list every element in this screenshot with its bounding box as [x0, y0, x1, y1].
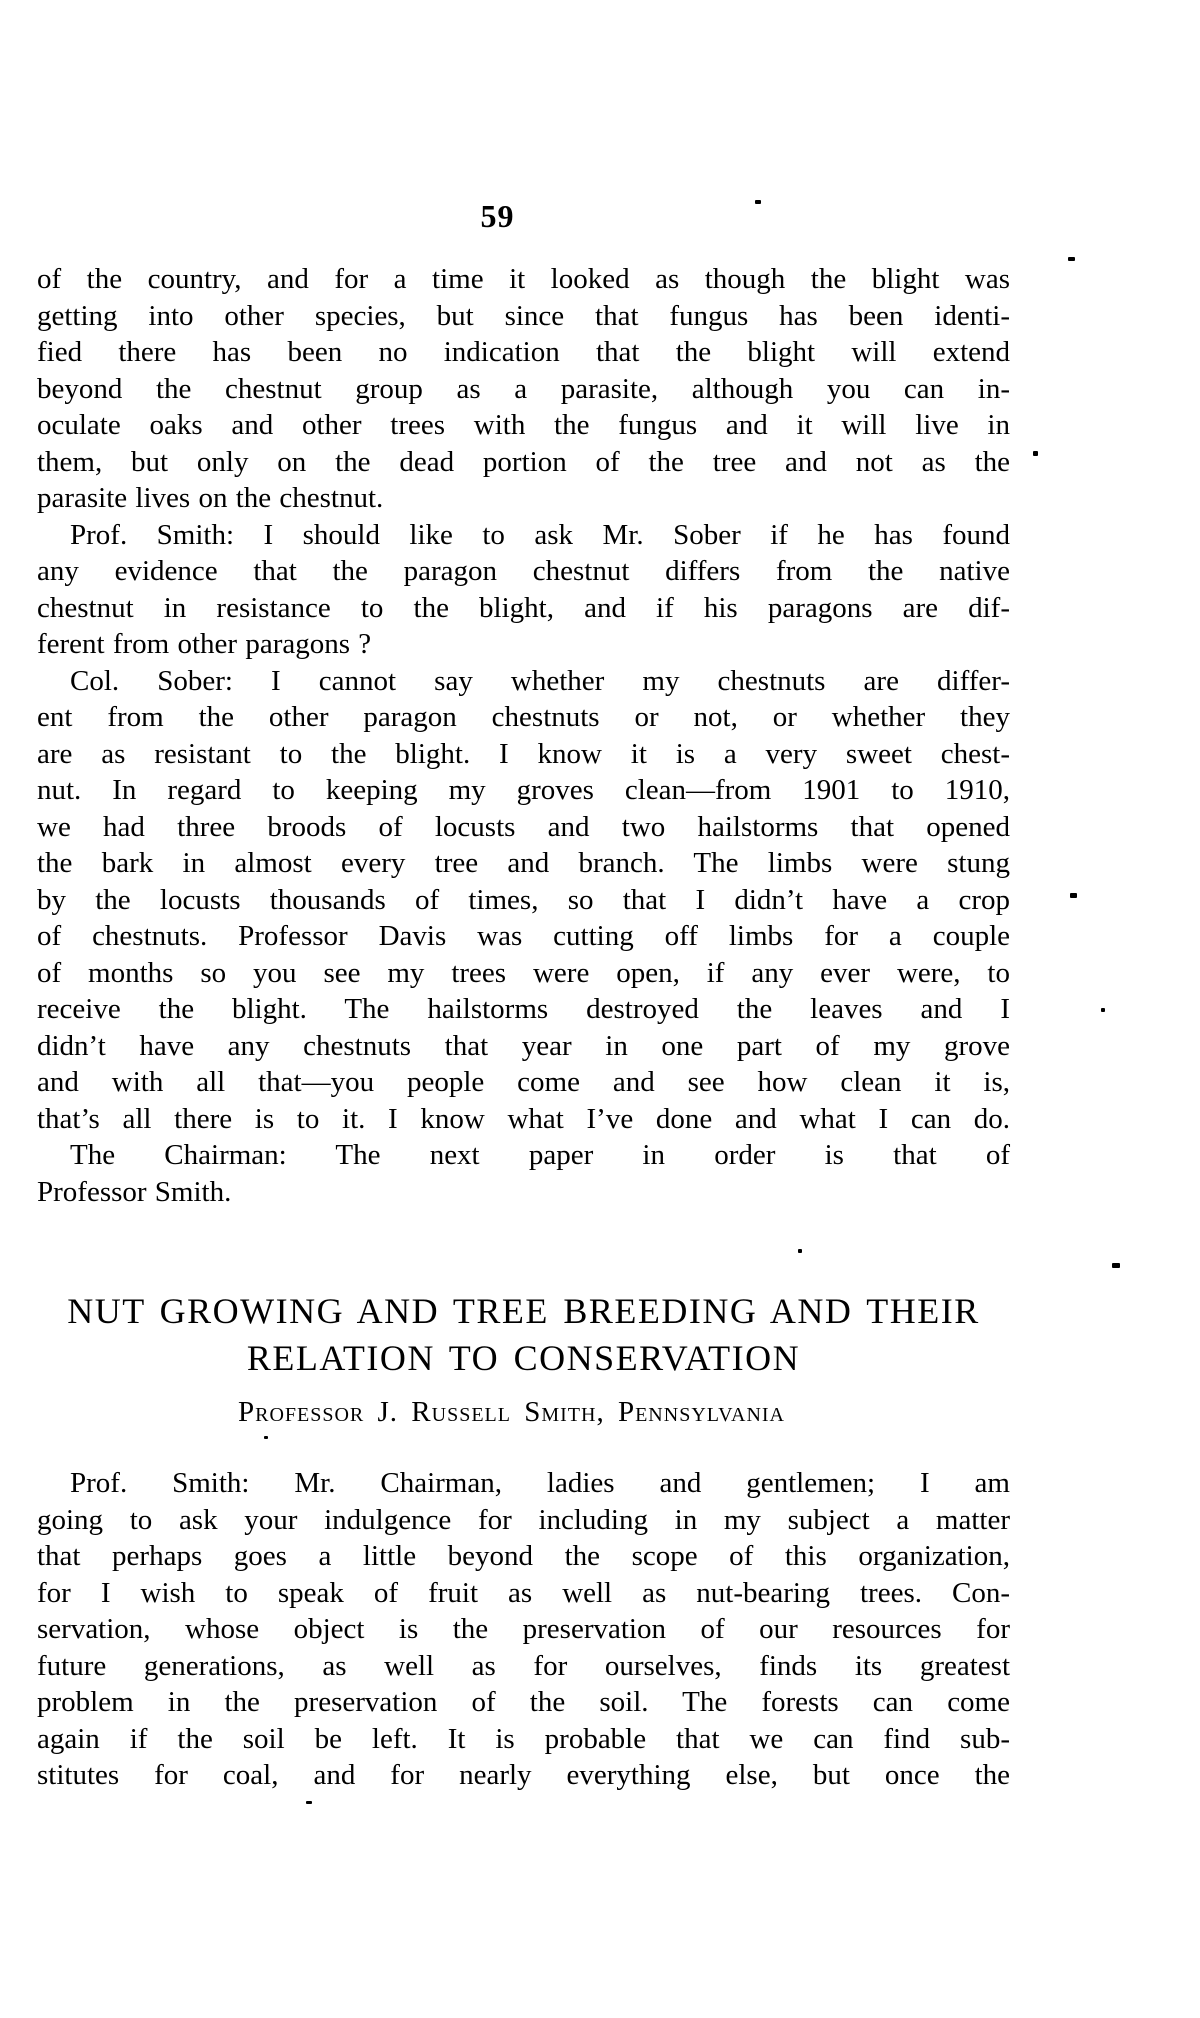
text-line: Prof. Smith: I should like to ask Mr. Sober if he has found [70, 518, 1010, 551]
text-line: and with all that—you people come and see how clean it is, [37, 1066, 1010, 1098]
paragraph [37, 1465, 1010, 1794]
scan-speck [1033, 451, 1038, 456]
scan-speck [1070, 893, 1077, 898]
scan-speck [1112, 1263, 1120, 1268]
text-line: them, but only on the dead portion of the tree and not as the [37, 445, 1010, 478]
text-line: ferent from other paragons ? [37, 628, 372, 660]
scan-speck [264, 1436, 268, 1439]
paragraph [37, 517, 1010, 663]
text-line: problem in the preservation of the soil. The forests can come [37, 1686, 1010, 1718]
text-line: the bark in almost every tree and branch. The limbs were stung [37, 847, 1010, 879]
text-line: beyond the chestnut group as a parasite, although you can in- [37, 372, 1010, 405]
paragraph [37, 261, 1010, 517]
text-line: The Chairman: The next paper in order is that of [70, 1139, 1010, 1171]
text-line: that’s all there is to it. I know what I’ve done and what I can do. [37, 1102, 1010, 1135]
text-line: of months so you see my trees were open, if any ever were, to [37, 956, 1010, 989]
text-line: Prof. Smith: Mr. Chairman, ladies and gentlemen; I am [70, 1467, 1010, 1499]
text-line: Col. Sober: I cannot say whether my chestnuts are differ- [70, 664, 1010, 697]
text-line: that perhaps goes a little beyond the scope of this organization, [37, 1540, 1010, 1572]
text-line: stitutes for coal, and for nearly everything else, but once the [37, 1759, 1010, 1791]
text-line: servation, whose object is the preservation of our resources for [37, 1613, 1010, 1645]
text-line: fied there has been no indication that the blight will extend [37, 336, 1010, 368]
text-line: didn’t have any chestnuts that year in one part of my grove [37, 1029, 1010, 1062]
paragraph [37, 663, 1010, 1138]
page-number: 59 [480, 198, 515, 234]
text-line: are as resistant to the blight. I know it is a very sweet chest- [37, 737, 1010, 770]
paragraph [37, 1137, 1010, 1210]
text-line: of the country, and for a time it looked as though the blight was [37, 263, 1010, 295]
text-line: receive the blight. The hailstorms destroyed the leaves and I [37, 993, 1010, 1025]
text-line: we had three broods of locusts and two hailstorms that opened [37, 810, 1010, 843]
text-line: again if the soil be left. It is probable that we can find sub- [37, 1722, 1010, 1755]
scan-speck [1068, 257, 1075, 261]
text-line: by the locusts thousands of times, so that I didn’t have a crop [37, 883, 1010, 916]
scan-speck [1101, 1008, 1105, 1012]
transcript-section [37, 261, 1010, 1210]
text-line: nut. In regard to keeping my groves clean—from 1901 to 1910, [37, 774, 1010, 806]
scan-speck [755, 200, 761, 204]
byline: Professor J. Russell Smith, Pennsylvania [237, 1396, 785, 1428]
text-line: any evidence that the paragon chestnut differs from the native [37, 555, 1010, 587]
text-line: of chestnuts. Professor Davis was cutting off limbs for a couple [37, 920, 1010, 952]
heading-line-2: RELATION TO CONSERVATION [246, 1338, 801, 1378]
text-line: getting into other species, but since that fungus has been identi- [37, 299, 1010, 332]
page-body [37, 261, 1010, 1794]
heading-line-1: NUT GROWING AND TREE BREEDING AND THEIR [67, 1291, 980, 1331]
scan-speck [306, 1801, 312, 1804]
text-line: going to ask your indulgence for including in my subject a matter [37, 1503, 1010, 1536]
text-line: oculate oaks and other trees with the fungus and it will live in [37, 409, 1010, 441]
text-line: parasite lives on the chestnut. [37, 482, 384, 514]
section-heading [37, 1288, 1010, 1382]
speech-section [37, 1465, 1010, 1794]
text-line: for I wish to speak of fruit as well as nut-bearing trees. Con- [37, 1576, 1010, 1609]
scan-speck [798, 1249, 802, 1253]
text-line: ent from the other paragon chestnuts or not, or whether they [37, 701, 1010, 733]
text-line: Professor Smith. [37, 1175, 232, 1208]
text-line: chestnut in resistance to the blight, and if his paragons are dif- [37, 591, 1010, 624]
text-line: future generations, as well as for ourselves, finds its greatest [37, 1649, 1010, 1682]
